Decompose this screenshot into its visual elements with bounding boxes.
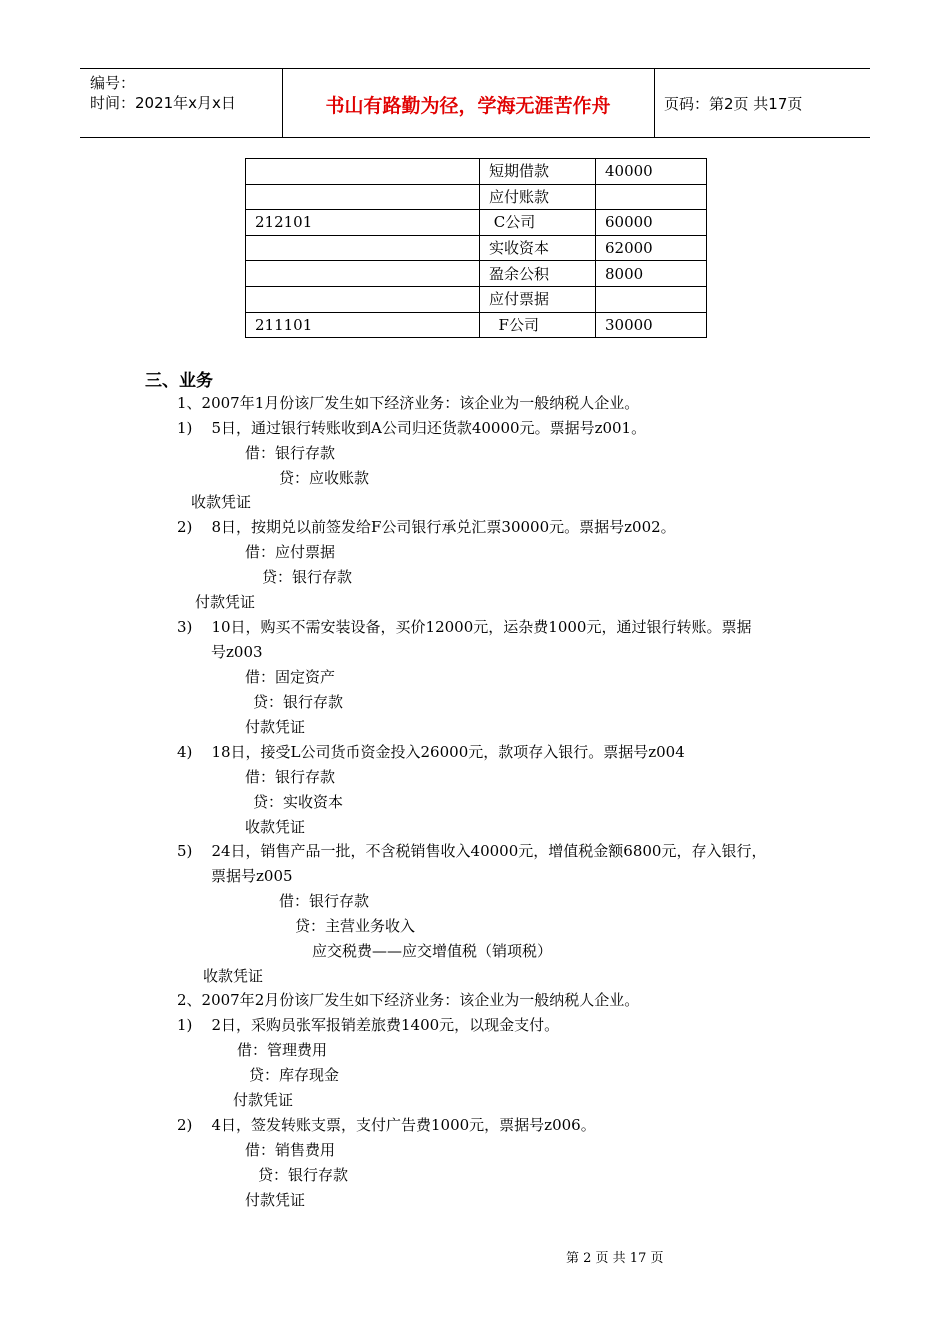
header-meta — [90, 73, 236, 113]
paragraph-line: 1) 2日，采购员张军报销差旅费1400元，以现金支付。 — [177, 1016, 560, 1034]
table-cell-amount — [596, 286, 707, 312]
section-title: 三、业务 — [145, 371, 213, 391]
table-cell-code — [246, 286, 480, 312]
paragraph-line: 2) 8日，按期兑以前签发给F公司银行承兑汇票30000元。票据号z002。 — [177, 518, 676, 536]
header-page-number: 页码：第2页 共17页 — [664, 95, 803, 113]
table-cell-amount: 62000 — [596, 235, 707, 261]
paragraph-line: 2、2007年2月份该厂发生如下经济业务：该企业为一般纳税人企业。 — [177, 991, 640, 1009]
table-cell-amount: 8000 — [596, 261, 707, 287]
voucher-type: 付款凭证 — [233, 1091, 294, 1109]
paragraph-line: 号z003 — [211, 643, 263, 661]
table-row — [246, 261, 707, 287]
debit-line: 借：固定资产 — [245, 668, 336, 686]
table-cell-account: 短期借款 — [480, 159, 596, 185]
table-cell-code — [246, 261, 480, 287]
debit-line: 借：应付票据 — [245, 543, 336, 561]
voucher-type: 收款凭证 — [191, 493, 252, 511]
voucher-type: 付款凭证 — [245, 718, 306, 736]
table-cell-code — [246, 159, 480, 185]
header-divider — [654, 69, 655, 137]
voucher-type: 收款凭证 — [245, 818, 306, 836]
table-cell-account: 盈余公积 — [480, 261, 596, 287]
table-cell-account: C公司 — [480, 210, 596, 236]
credit-line: 应交税费——应交增值税（销项税） — [312, 942, 553, 960]
voucher-type: 收款凭证 — [203, 967, 264, 985]
number-label: 编号： — [90, 74, 136, 92]
debit-line: 借：销售费用 — [245, 1141, 336, 1159]
time-label: 时间：2021年x月x日 — [90, 94, 236, 112]
table-cell-code: 212101 — [246, 210, 480, 236]
table-row — [246, 235, 707, 261]
table-cell-amount: 40000 — [596, 159, 707, 185]
table-cell-amount: 30000 — [596, 312, 707, 338]
paragraph-line: 1、2007年1月份该厂发生如下经济业务：该企业为一般纳税人企业。 — [177, 394, 640, 412]
table-row — [246, 159, 707, 185]
table-cell-code — [246, 235, 480, 261]
table-row — [246, 312, 707, 338]
debit-line: 借：银行存款 — [279, 892, 370, 910]
paragraph-line: 2) 4日，签发转账支票，支付广告费1000元，票据号z006。 — [177, 1116, 596, 1134]
header-motto: 书山有路勤为径，学海无涯苦作舟 — [325, 95, 611, 117]
table-cell-code: 211101 — [246, 312, 480, 338]
table-cell-account: 应付账款 — [480, 184, 596, 210]
credit-line: 贷：应收账款 — [279, 469, 370, 487]
table-cell-account: 应付票据 — [480, 286, 596, 312]
voucher-type: 付款凭证 — [245, 1191, 306, 1209]
page-header — [80, 68, 870, 138]
paragraph-line: 4) 18日，接受L公司货币资金投入26000元，款项存入银行。票据号z004 — [177, 743, 685, 761]
paragraph-line: 5) 24日，销售产品一批，不含税销售收入40000元，增值税金额6800元，存入银行， — [177, 842, 767, 860]
debit-line: 借：银行存款 — [245, 444, 336, 462]
debit-line: 借：管理费用 — [237, 1041, 328, 1059]
voucher-type: 付款凭证 — [195, 593, 256, 611]
table-cell-account: F公司 — [480, 312, 596, 338]
table-cell-amount: 60000 — [596, 210, 707, 236]
account-table — [245, 158, 707, 338]
credit-line: 贷：银行存款 — [258, 1166, 349, 1184]
table-row — [246, 286, 707, 312]
table-row — [246, 210, 707, 236]
table-cell-amount — [596, 184, 707, 210]
paragraph-line: 1) 5日，通过银行转账收到A公司归还货款40000元。票据号z001。 — [177, 419, 647, 437]
paragraph-line: 票据号z005 — [211, 867, 293, 885]
credit-line: 贷：实收资本 — [253, 793, 344, 811]
credit-line: 贷：银行存款 — [253, 693, 344, 711]
page-footer: 第 2 页 共 17 页 — [566, 1251, 664, 1266]
table-cell-account: 实收资本 — [480, 235, 596, 261]
table-row — [246, 184, 707, 210]
credit-line: 贷：银行存款 — [262, 568, 353, 586]
debit-line: 借：银行存款 — [245, 768, 336, 786]
credit-line: 贷：库存现金 — [249, 1066, 340, 1084]
credit-line: 贷：主营业务收入 — [295, 917, 416, 935]
table-cell-code — [246, 184, 480, 210]
paragraph-line: 3) 10日，购买不需安装设备，买价12000元，运杂费1000元，通过银行转账。票据 — [177, 618, 752, 636]
